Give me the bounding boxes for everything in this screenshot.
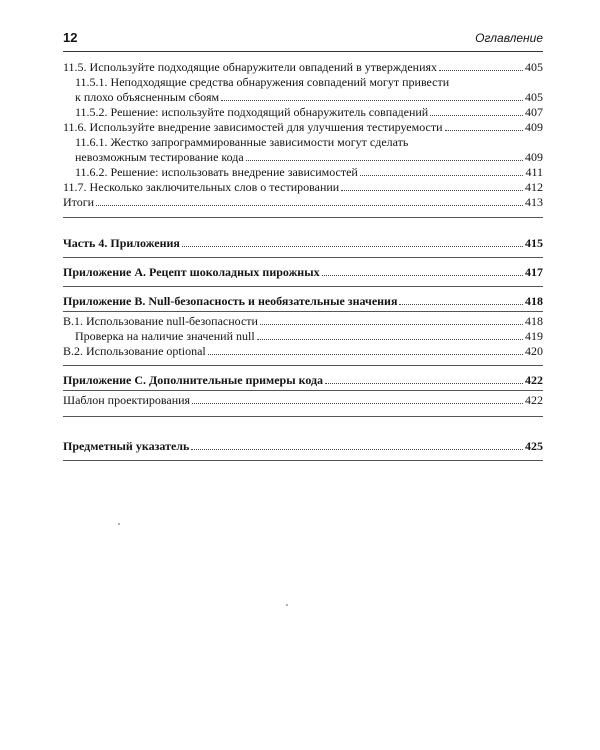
section-divider — [63, 460, 543, 461]
toc-entry-11-6-1: невозможным тестирование кода 409 — [75, 150, 543, 164]
toc-page: 417 — [525, 265, 543, 279]
leader-dots — [325, 383, 523, 384]
table-of-contents — [63, 60, 543, 465]
toc-entry-b-1: B.1. Использование null-безопасности 418 — [63, 314, 543, 328]
leader-dots — [208, 354, 523, 355]
section-divider — [63, 286, 543, 287]
toc-entry-11-5: 11.5. Используйте подходящие обнаружители овпадений в утверждениях 405 — [63, 60, 543, 74]
toc-entry-11-5-1: к плохо объясненным сбоям 405 — [75, 90, 543, 104]
toc-entry-11-7: 11.7. Несколько заключительных слов о тестировании 412 — [63, 180, 543, 194]
toc-entry-appendix-a: Приложение A. Рецепт шоколадных пирожных 417 — [63, 265, 543, 279]
toc-entry-summary: Итоги 413 — [63, 195, 543, 209]
section-divider — [63, 311, 543, 312]
toc-entry-appendix-b: Приложение B. Null-безопасность и необязательные значения 418 — [63, 294, 543, 308]
toc-entry-design-pattern: Шаблон проектирования 422 — [63, 393, 543, 407]
leader-dots — [445, 130, 523, 131]
toc-page: 409 — [525, 120, 543, 134]
toc-page: 425 — [525, 439, 543, 453]
section-divider — [63, 365, 543, 366]
toc-page: 418 — [525, 294, 543, 308]
section-divider — [63, 416, 543, 417]
leader-dots — [221, 100, 523, 101]
running-title: Оглавление — [475, 31, 543, 45]
scan-speck — [286, 604, 288, 606]
toc-page: 409 — [525, 150, 543, 164]
toc-page: 419 — [525, 329, 543, 343]
leader-dots — [192, 403, 523, 404]
section-divider — [63, 390, 543, 391]
toc-entry-11-6: 11.6. Используйте внедрение зависимостей для улучшения тестируемости 409 — [63, 120, 543, 134]
leader-dots — [322, 275, 523, 276]
leader-dots — [96, 205, 523, 206]
toc-entry-11-6-1-line1: 11.6.1. Жестко запрограммированные зависимости могут сделать — [75, 135, 409, 149]
toc-page: 422 — [525, 373, 543, 387]
leader-dots — [399, 304, 523, 305]
toc-page: 411 — [525, 165, 543, 179]
toc-entry-appendix-c: Приложение C. Дополнительные примеры кода 422 — [63, 373, 543, 387]
toc-page: 422 — [525, 393, 543, 407]
toc-page: 413 — [525, 195, 543, 209]
toc-entry-b-2: B.2. Использование optional 420 — [63, 344, 543, 358]
toc-entry-index: Предметный указатель 425 — [63, 439, 543, 453]
toc-page: 412 — [525, 180, 543, 194]
toc-entry-b-1-null-check: Проверка на наличие значений null 419 — [75, 329, 543, 343]
toc-page: 415 — [525, 236, 543, 250]
leader-dots — [246, 160, 523, 161]
leader-dots — [260, 324, 523, 325]
header-rule — [63, 51, 543, 52]
toc-page: 405 — [525, 60, 543, 74]
toc-page: 418 — [525, 314, 543, 328]
toc-entry-11-5-1-line1: 11.5.1. Неподходящие средства обнаружения совпадений могут привести — [75, 75, 450, 89]
toc-entry-11-6-2: 11.6.2. Решение: использовать внедрение зависимостей 411 — [75, 165, 543, 179]
toc-entry-11-5-2: 11.5.2. Решение: используйте подходящий обнаружитель совпадений 407 — [75, 105, 543, 119]
page-header — [63, 30, 543, 50]
toc-page: 407 — [525, 105, 543, 119]
scan-speck — [118, 523, 120, 525]
leader-dots — [257, 339, 523, 340]
leader-dots — [439, 70, 523, 71]
section-divider — [63, 257, 543, 258]
leader-dots — [360, 175, 524, 176]
page-number: 12 — [63, 30, 78, 45]
toc-page: 405 — [525, 90, 543, 104]
leader-dots — [182, 246, 523, 247]
toc-entry-part-4: Часть 4. Приложения 415 — [63, 236, 543, 250]
leader-dots — [430, 115, 523, 116]
toc-page: 420 — [525, 344, 543, 358]
leader-dots — [191, 449, 523, 450]
section-divider — [63, 217, 543, 218]
leader-dots — [341, 190, 523, 191]
